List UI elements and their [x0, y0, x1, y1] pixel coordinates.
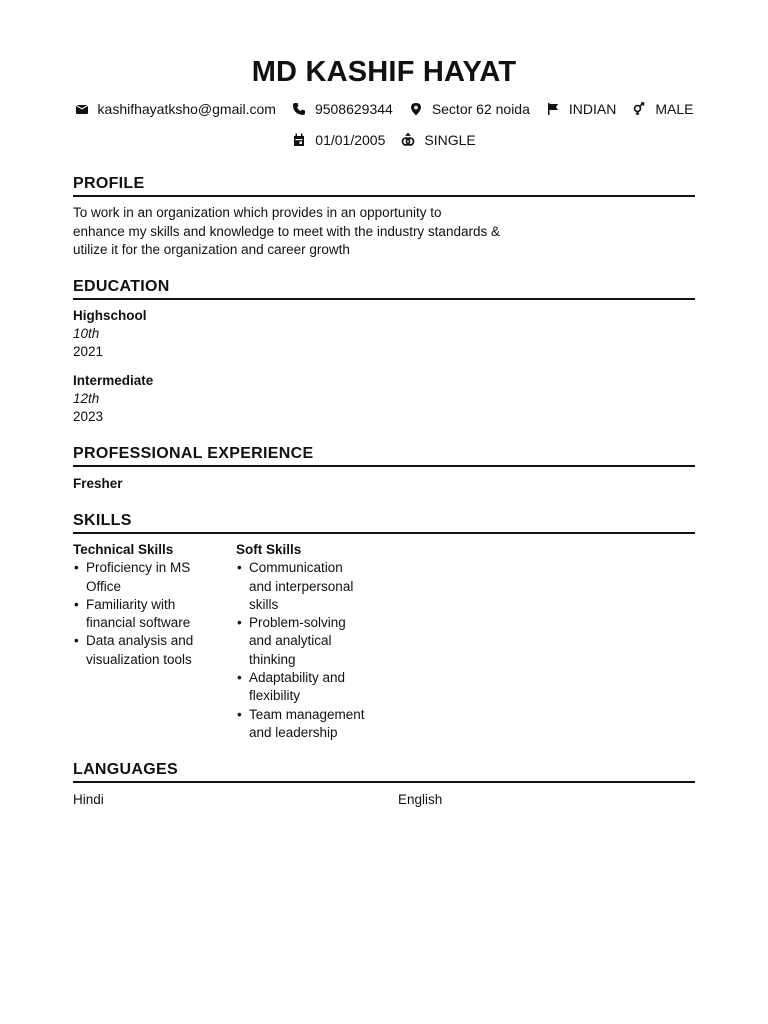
list-item-line: and analytical [249, 633, 332, 649]
education-level: 10th [73, 326, 100, 342]
soft-skills-list [236, 559, 386, 742]
section-title-education: EDUCATION [73, 278, 695, 300]
education-level: 12th [73, 391, 100, 407]
experience-text: Fresher [73, 476, 123, 491]
list-item-line: thinking [249, 651, 296, 667]
list-item [236, 614, 386, 669]
list-item-line: • Data analysis and [86, 633, 194, 649]
flag-icon [546, 102, 560, 116]
marital-status-text: SINGLE [424, 132, 476, 148]
profile-line: utilize it for the organization and career growth [73, 242, 350, 257]
list-item-line: skills [249, 596, 279, 612]
list-item-line: visualization tools [86, 651, 192, 667]
list-item [73, 632, 223, 669]
nationality-text: INDIAN [568, 101, 617, 117]
contact-gender [632, 101, 693, 117]
list-item-line: • Adaptability and [249, 670, 346, 686]
rings-icon [401, 133, 415, 147]
list-item-line: • Problem-solving [249, 615, 346, 631]
contact-location [409, 101, 530, 117]
calendar-icon [292, 133, 306, 147]
contact-dob [292, 132, 385, 148]
education-year: 2023 [73, 409, 104, 425]
list-item [73, 559, 223, 596]
list-item-line: • Communication [249, 560, 343, 576]
contact-phone [292, 101, 393, 117]
contact-email [75, 101, 276, 117]
contact-marital-status [401, 132, 475, 148]
contact-nationality [546, 101, 616, 117]
list-item [236, 669, 386, 706]
section-title-skills: SKILLS [73, 512, 695, 534]
profile-line: To work in an organization which provides in an opportunity to [73, 205, 442, 220]
soft-skills [236, 541, 386, 742]
list-item-line: and interpersonal [249, 578, 354, 594]
profile-line: enhance my skills and knowledge to meet with the industry standards & [73, 223, 500, 239]
technical-skills [73, 541, 223, 669]
language-item: English [398, 792, 443, 807]
education-entry [73, 372, 153, 427]
phone-icon [292, 102, 306, 116]
email-icon [75, 102, 89, 116]
list-item [73, 596, 223, 633]
list-item-line: financial software [86, 615, 191, 631]
list-item-line: • Proficiency in MS [86, 560, 191, 576]
education-title: Highschool [73, 308, 147, 323]
language-item: Hindi [73, 792, 104, 807]
section-title-experience: PROFESSIONAL EXPERIENCE [73, 445, 695, 467]
dob-text: 01/01/2005 [315, 132, 386, 148]
list-item-line: • Familiarity with [86, 596, 176, 612]
education-title: Intermediate [73, 373, 154, 388]
section-title-profile: PROFILE [73, 175, 695, 197]
location-text: Sector 62 noida [431, 101, 530, 117]
technical-skills-title: Technical Skills [73, 542, 174, 557]
education-year: 2021 [73, 344, 104, 360]
list-item-line: • Team management [249, 706, 365, 722]
email-text: kashifhayatksho@gmail.com [97, 101, 276, 117]
list-item-line: flexibility [249, 688, 301, 704]
soft-skills-title: Soft Skills [236, 542, 302, 557]
list-item [236, 706, 386, 743]
phone-text: 9508629344 [314, 101, 393, 117]
list-item-line: and leadership [249, 724, 338, 740]
contact-row-2 [0, 132, 768, 148]
list-item-line: Office [86, 578, 122, 594]
contact-row-1 [0, 101, 768, 117]
section-title-languages: LANGUAGES [73, 761, 695, 783]
list-item [236, 559, 386, 614]
education-entry [73, 307, 147, 362]
candidate-name: MD KASHIF HAYAT [251, 56, 517, 88]
location-pin-icon [409, 102, 423, 116]
profile-text [73, 204, 523, 260]
gender-text: MALE [655, 101, 694, 117]
gender-icon [632, 102, 646, 116]
technical-skills-list [73, 559, 223, 669]
